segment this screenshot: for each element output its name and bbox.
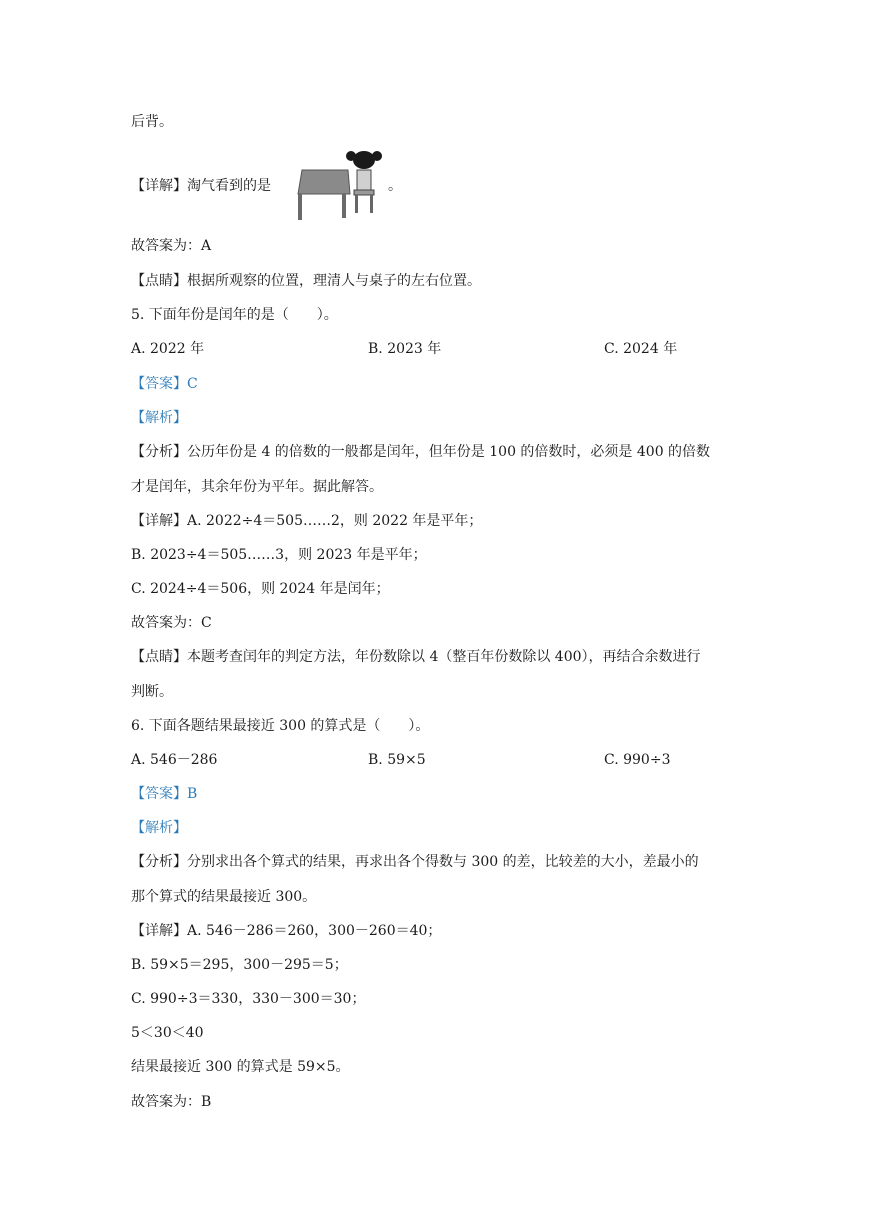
question-6: 6. 下面各题结果最接近 300 的算式是（ ）。	[131, 718, 430, 734]
q6-result: 结果最接近 300 的算式是 59×5。	[131, 1059, 350, 1075]
q5-detail: B. 2023÷4＝505……3，则 2023 年是平年；	[131, 547, 427, 563]
q6-detail: C. 990÷3＝330，330－300＝30；	[131, 991, 366, 1007]
question-5: 5. 下面年份是闰年的是（ ）。	[131, 307, 338, 323]
q6-detail: B. 59×5＝295，300－295＝5；	[131, 957, 348, 973]
q5-detail: 【详解】A. 2022÷4＝505……2，则 2022 年是平年；	[131, 513, 483, 529]
q5-option-c: C. 2024 年	[604, 341, 678, 357]
text-line: 后背。	[131, 114, 173, 130]
q5-analysis: 才是闰年，其余年份为平年。据此解答。	[131, 479, 383, 495]
q5-tip: 【点睛】本题考查闰年的判定方法，年份数除以 4（整百年份数除以 400），再结合余数进行	[131, 649, 701, 665]
q5-detail: C. 2024÷4＝506，则 2024 年是闰年；	[131, 581, 390, 597]
q5-option-b: B. 2023 年	[368, 341, 442, 357]
q6-option-b: B. 59×5	[368, 752, 426, 768]
sentence-end: 。	[388, 178, 402, 194]
answer-line: 故答案为：A	[131, 238, 212, 254]
q5-analysis-title: 【解析】	[131, 410, 187, 426]
q5-option-a: A. 2022 年	[131, 341, 205, 357]
q6-analysis-title: 【解析】	[131, 820, 187, 836]
q5-analysis: 【分析】公历年份是 4 的倍数的一般都是闰年，但年份是 100 的倍数时，必须是 400 的倍数	[131, 444, 711, 460]
q6-analysis: 那个算式的结果最接近 300。	[131, 889, 317, 905]
q6-option-c: C. 990÷3	[604, 752, 671, 768]
q6-final-answer: 故答案为：B	[131, 1094, 212, 1110]
tip-line: 【点睛】根据所观察的位置，理清人与桌子的左右位置。	[131, 273, 481, 289]
girl-behind-table-icon	[292, 146, 382, 222]
q5-tip: 判断。	[131, 684, 173, 700]
q6-compare: 5＜30＜40	[131, 1025, 204, 1041]
q6-option-a: A. 546－286	[131, 752, 218, 768]
q5-answer: 【答案】C	[131, 376, 198, 392]
q5-final-answer: 故答案为：C	[131, 615, 212, 631]
q6-detail: 【详解】A. 546－286＝260，300－260＝40；	[131, 923, 442, 939]
q6-analysis: 【分析】分别求出各个算式的结果，再求出各个得数与 300 的差，比较差的大小，差最小的	[131, 854, 699, 870]
q6-answer: 【答案】B	[131, 786, 198, 802]
detail-line: 【详解】淘气看到的是	[131, 178, 271, 194]
